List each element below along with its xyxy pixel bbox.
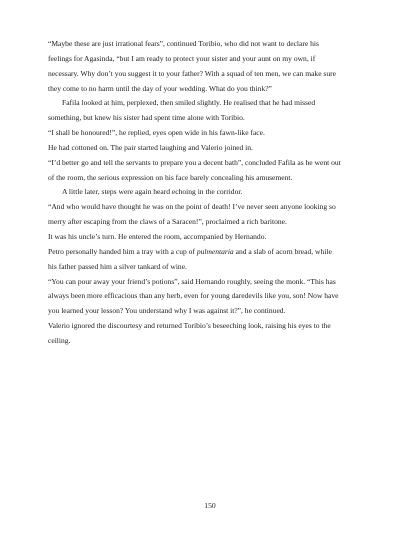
text-line: they come to no harm until the day of your wedding. What do you think?” bbox=[48, 83, 272, 93]
text-line: “You can pour away your friend’s potions”, said Hernando roughly, seeing the monk. “This has bbox=[48, 276, 336, 286]
text-line: necessary. Why don’t you suggest it to your father? With a squad of ten men, we can make sure bbox=[48, 68, 337, 78]
text-line: feelings for Agasinda, “but I am ready to protect your sister and your aunt on my own, if bbox=[48, 53, 316, 63]
text-line: A little later, steps were again heard echoing in the corridor. bbox=[62, 187, 243, 197]
text-line: “And who would have thought he was on the point of death! I’ve never seen anyone looking so bbox=[48, 202, 336, 212]
paragraph bbox=[48, 141, 382, 156]
text-line: something, but knew his sister had spent time alone with Toribio. bbox=[48, 113, 245, 123]
page-number: 150 bbox=[204, 501, 216, 510]
text-line: of the room, the serious expression on his face barely concealing his amusement. bbox=[48, 172, 293, 182]
text-segment: Petro personally handed him a tray with a cup of bbox=[48, 246, 197, 256]
text-line: “Maybe these are just irrational fears”, continued Toribio, who did not want to declare his bbox=[48, 39, 319, 48]
text-line: It was his uncle’s turn. He entered the room, accompanied by Hernando. bbox=[48, 231, 267, 241]
text-line: ceiling. bbox=[48, 335, 71, 345]
paragraph bbox=[48, 126, 382, 141]
text-line: “I shall be honoured!”, he replied, eyes open wide in his fawn-like face. bbox=[48, 128, 265, 138]
italic-term: pulmentaria bbox=[196, 246, 234, 256]
paragraph bbox=[48, 185, 382, 200]
paragraph bbox=[48, 156, 382, 186]
paragraph bbox=[48, 37, 382, 96]
text-line: his father passed him a silver tankard of wine. bbox=[48, 261, 187, 271]
body-text bbox=[48, 37, 382, 349]
paragraph bbox=[48, 96, 382, 126]
text-line: merry after escaping from the claws of a Saracen!”, proclaimed a rich baritone. bbox=[48, 217, 287, 227]
paragraph bbox=[48, 319, 382, 349]
text-line: “I’d better go and tell the servants to prepare you a decent bath”, concluded Fafila as he went out bbox=[48, 157, 341, 167]
text-line bbox=[48, 245, 382, 260]
text-line: He had cottoned on. The pair started laughing and Valerio joined in. bbox=[48, 142, 253, 152]
text-line: always been more efficacious than any herb, even for young daredevils like you, son! Now have bbox=[48, 291, 339, 301]
paragraph bbox=[48, 275, 382, 320]
text-segment: and a slab of acorn bread, while bbox=[233, 246, 332, 256]
paragraph bbox=[48, 200, 382, 230]
text-line: Fafila looked at him, perplexed, then smiled slightly. He realised that he had missed bbox=[62, 98, 316, 108]
text-line: Valerio ignored the discourtesy and returned Toribio’s beseeching look, raising his eyes to the bbox=[48, 321, 331, 331]
paragraph bbox=[48, 245, 382, 275]
text-line: you learned your lesson? You understand why I was against it?”, he continued. bbox=[48, 306, 286, 316]
paragraph bbox=[48, 230, 382, 245]
